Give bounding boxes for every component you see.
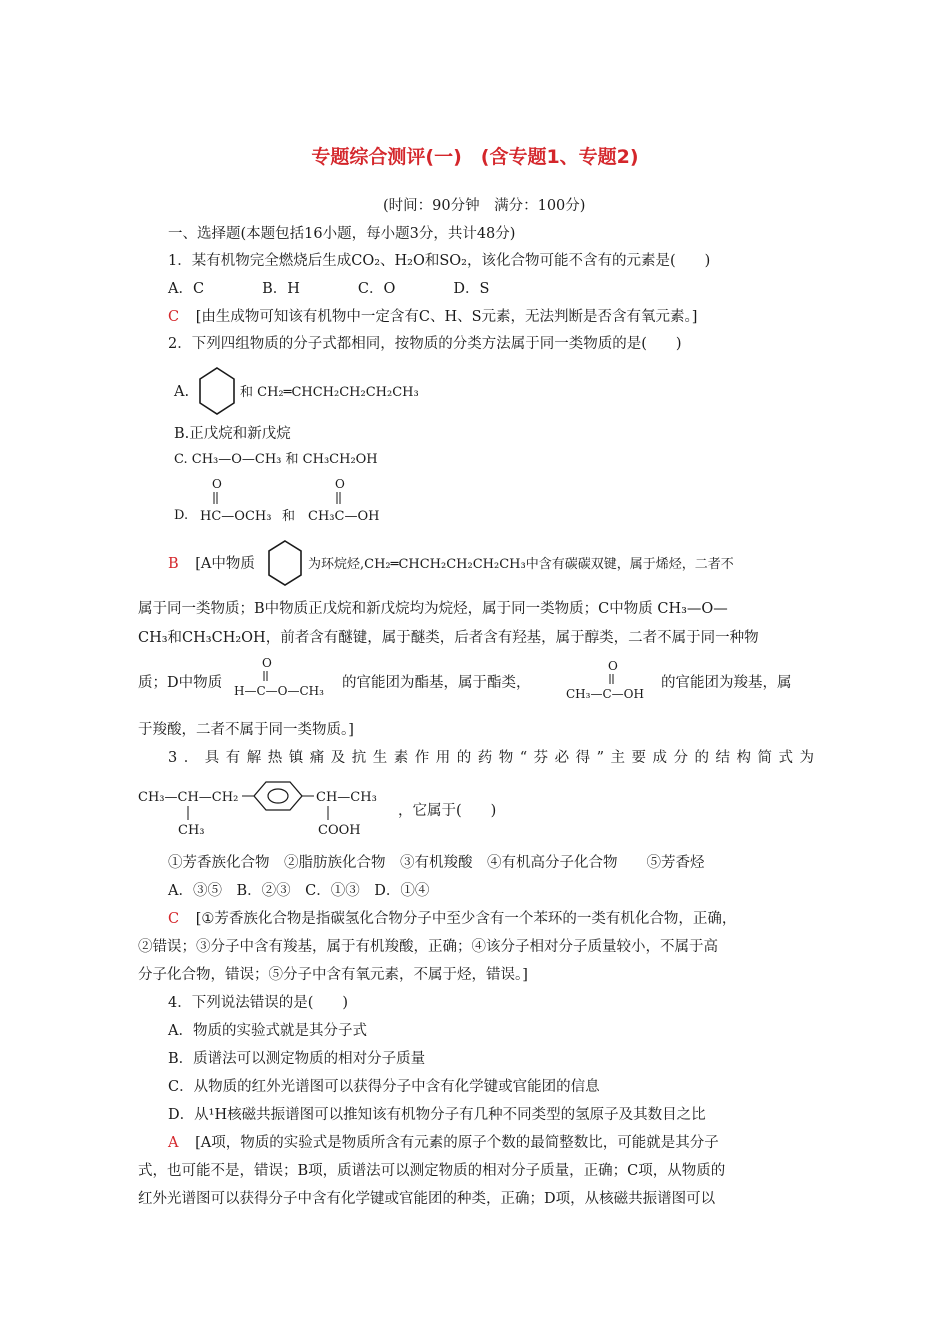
q3-exp-2: ②错误；③分子中含有羧基，属于有机羧酸，正确；④该分子相对分子质量较小，不属于高: [138, 939, 718, 955]
q2-stem: 2．下列四组物质的分子式都相同，按物质的分类方法属于同一类物质的是( ): [168, 336, 682, 352]
q2-exp-4a: 质；D中物质: [138, 675, 223, 691]
carboxyl-formula: CH₃—C—OH: [566, 687, 644, 701]
ibuprofen-structure: [136, 776, 406, 840]
cyclohexane-ring-icon: [265, 538, 305, 588]
q4-exp-3: 红外光谱图可以获得分子中含有化学键或官能团的种类，正确；D项，从核磁共振谱图可以: [138, 1191, 716, 1207]
q2-option-c: C. CH₃—O—CH₃ 和 CH₃CH₂OH: [174, 452, 378, 467]
section-heading: 一、选择题(本题包括16小题，每小题3分，共计48分): [168, 226, 516, 242]
option-d-and: 和: [282, 509, 296, 524]
acetic-acid-formula: CH₃C—OH: [308, 509, 380, 524]
q2-option-a-label: A.: [174, 384, 190, 400]
cyclohexane-ring-icon: [196, 365, 238, 417]
q3-answer: C: [168, 911, 180, 927]
struct-left-chain: CH₃—CH—CH₂: [138, 790, 239, 805]
q2-answer: B: [168, 556, 179, 572]
ester-structure: [232, 655, 340, 699]
q1-explanation: [由生成物可知该有机物中一定含有C、H、S元素，无法判断是否含有氧元素。]: [195, 309, 698, 325]
q1-solution: [168, 307, 697, 327]
q4-option-b: B．质谱法可以测定物质的相对分子质量: [168, 1051, 426, 1067]
ester-formula: H—C—O—CH₃: [234, 684, 324, 698]
q2-option-a-text: 和 CH₂═CHCH₂CH₂CH₂CH₃: [240, 385, 419, 400]
q3-stem-tail: ，它属于( ): [398, 803, 497, 819]
q2-option-b: B.正戊烷和新戊烷: [174, 426, 291, 442]
carbonyl-oxygen-2: O: [335, 477, 345, 491]
q2-exp-2: 属于同一类物质；B中物质正戊烷和新戊烷均为烷烃，属于同一类物质；C中物质 CH₃—O—: [138, 601, 728, 617]
q4-answer: A: [168, 1135, 179, 1151]
q4-option-c: C．从物质的红外光谱图可以获得分子中含有化学键或官能团的信息: [168, 1079, 600, 1095]
q1-stem: 1．某有机物完全燃烧后生成CO₂、H₂O和SO₂，该化合物可能不含有的元素是( ): [168, 253, 711, 269]
carbonyl-oxygen-1: O: [212, 477, 222, 491]
q3-exp-3: 分子化合物，错误；⑤分子中含有氧元素，不属于烃，错误。]: [138, 967, 528, 983]
q2-answer-row: [168, 554, 255, 574]
struct-cooh: COOH: [318, 823, 361, 838]
q3-answer-row: [168, 909, 736, 929]
q3-choices: ①芳香族化合物 ②脂肪族化合物 ③有机羧酸 ④有机高分子化合物 ⑤芳香烃: [168, 855, 705, 871]
page-title: 专题综合测评(一) (含专题1、专题2): [311, 146, 639, 168]
q2-exp-1b: 为环烷烃,CH₂═CHCH₂CH₂CH₂CH₃中含有碳碳双键，属于烯烃，二者不: [308, 557, 734, 572]
q3-exp-1: [①芳香族化合物是指碳氢化合物分子中至少含有一个苯环的一类有机化合物，正确，: [195, 911, 737, 927]
q1-options: A．C B．H C．O D．S: [168, 281, 490, 297]
q2-exp-5: 于羧酸，二者不属于同一类物质。]: [138, 722, 354, 738]
q3-options: A．③⑤ B．②③ C．①③ D．①④: [168, 883, 430, 899]
benzene-ring-icon: [254, 782, 302, 810]
carboxyl-carbonyl-o: O: [608, 659, 618, 673]
methyl-formate-formula: HC—OCH₃: [200, 509, 272, 524]
q4-option-a: A．物质的实验式就是其分子式: [168, 1023, 367, 1039]
q4-exp-2: 式，也可能不是，错误；B项，质谱法可以测定物质的相对分子质量，正确；C项，从物质的: [138, 1163, 726, 1179]
q2-exp-1a: [A中物质: [195, 556, 255, 572]
carboxyl-structure: [564, 658, 660, 702]
struct-branch-ch3: CH₃: [178, 823, 205, 838]
q3-stem: 3．具有解热镇痛及抗生素作用的药物“芬必得”主要成分的结构简式为: [168, 750, 814, 766]
q1-answer: C: [168, 309, 180, 325]
q4-exp-1: [A项，物质的实验式是物质所含有元素的原子个数的最简整数比，可能就是其分子: [195, 1135, 719, 1151]
q4-stem: 4．下列说法错误的是( ): [168, 995, 349, 1011]
q2-exp-4b: 的官能团为酯基，属于酯类，: [342, 675, 531, 691]
q4-option-d: D．从¹H核磁共振谱图可以推知该有机物分子有几种不同类型的氢原子及其数目之比: [168, 1107, 706, 1123]
exam-time-info: (时间：90分钟 满分：100分): [383, 198, 586, 214]
ester-carbonyl-o: O: [262, 656, 272, 670]
q2-option-d-label: D.: [174, 508, 189, 523]
struct-right-chain: CH—CH₃: [316, 790, 377, 805]
q2-exp-3: CH₃和CH₃CH₂OH，前者含有醚键，属于醚类，后者含有羟基，属于醇类，二者不属于同一种物: [138, 630, 759, 646]
q2-exp-4c: 的官能团为羧基，属: [661, 675, 792, 691]
q2-option-d-formulas: [198, 474, 398, 530]
q4-answer-row: [168, 1133, 719, 1153]
